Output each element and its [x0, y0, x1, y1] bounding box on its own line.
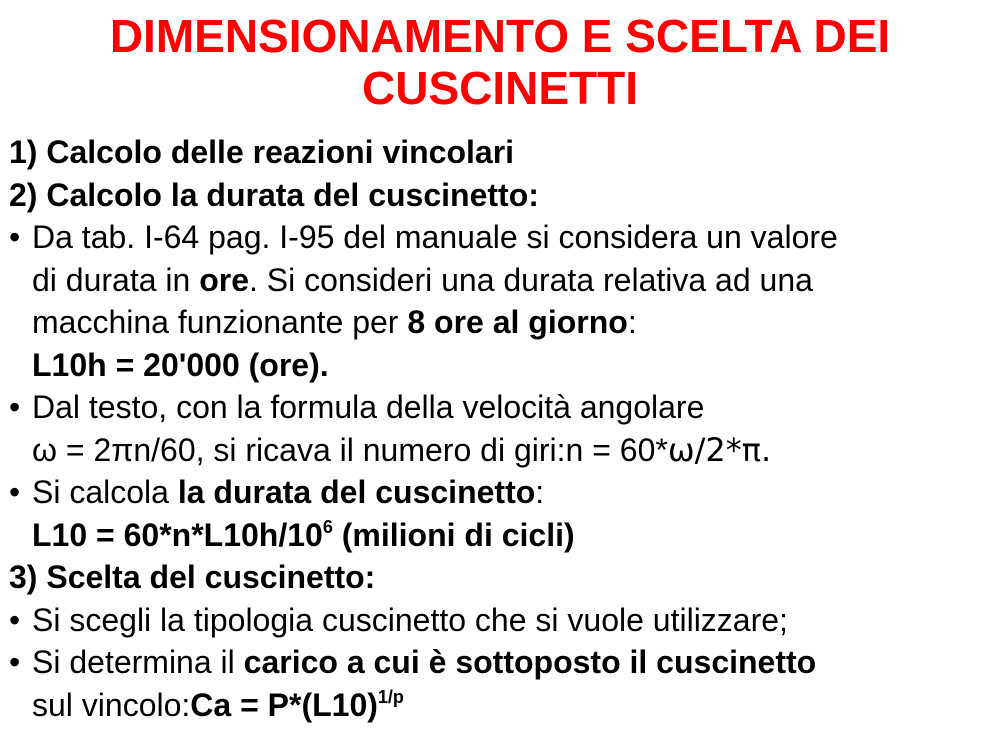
text-run-bold: ore [199, 261, 250, 298]
formula-l10 [32, 514, 994, 557]
bullet-line: Dal testo, con la formula della velocità angolare [32, 389, 705, 425]
bullet-dot: • [9, 601, 21, 638]
bullet-dot: • [9, 474, 21, 510]
text-run: di durata in [32, 261, 200, 298]
text-run: ω = 2πn/60, si ricava il numero di giri:n = 60* [32, 431, 668, 468]
text-run: (milioni di cicli) [332, 516, 575, 553]
bullet-line [32, 429, 994, 472]
bullet-carico [9, 641, 994, 726]
text-run: : [627, 304, 637, 340]
bullet-line: Da tab. I-64 pag. I-95 del manuale si considera un valore [32, 219, 838, 255]
bullet-dot: • [9, 389, 21, 425]
text-run-bold: la durata del cuscinetto [177, 474, 536, 510]
text-run: Si determina il [32, 644, 244, 680]
section-2-heading: 2) Calcolo la durata del cuscinetto: [9, 176, 539, 213]
text-run: L10 = 60*n*L10h/10 [32, 516, 323, 553]
bullet-dot: • [9, 644, 21, 680]
superscript: 1/p [377, 686, 404, 707]
text-run-bold: carico a cui è sottoposto il cuscinetto [243, 644, 817, 680]
formula-l10h: L10h = 20'000 (ore). [32, 346, 329, 383]
slide-title: DIMENSIONAMENTO E SCELTA DEI CUSCINETTI [109, 10, 891, 114]
text-run: . Si consideri una durata relativa ad una [249, 261, 813, 298]
bullet-durata-ore [9, 216, 994, 386]
text-run: sul vincolo: [32, 686, 191, 723]
text-run: ω/2*π. [667, 430, 772, 469]
bullet-dot: • [9, 219, 21, 255]
bullet-line [32, 641, 994, 684]
text-run-bold: 8 ore al giorno [407, 304, 628, 340]
bullet-line [32, 259, 994, 302]
bullet-line [32, 301, 994, 344]
bullet-tipologia [9, 599, 994, 642]
section-1-heading: 1) Calcolo delle reazioni vincolari [9, 134, 515, 170]
superscript: 6 [322, 516, 333, 537]
bullet-line [32, 471, 994, 514]
bullet-line: Si scegli la tipologia cuscinetto che si vuole utilizzare; [32, 601, 788, 638]
section-3-heading: 3) Scelta del cuscinetto: [9, 559, 376, 595]
text-run: : [535, 474, 545, 510]
slide-content [9, 131, 994, 726]
formula-ca: Ca = P*(L10) [190, 686, 378, 723]
bullet-velocita-angolare [9, 386, 994, 471]
bullet-line [32, 684, 994, 727]
text-run: Si calcola [32, 474, 178, 510]
text-run: macchina funzionante per [32, 304, 408, 340]
bullet-calcolo-durata [9, 471, 994, 556]
